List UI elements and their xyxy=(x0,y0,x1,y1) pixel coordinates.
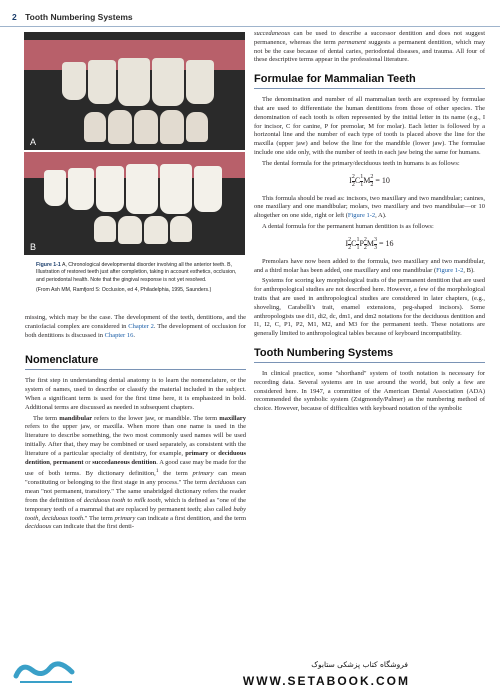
tooth xyxy=(62,62,86,100)
tooth xyxy=(134,110,158,144)
tooth xyxy=(144,216,168,244)
paragraph: In clinical practice, some "shorthand" system of tooth notation is necessary for recording data. Several systems are in use around the world, but only a few are considered here. In 1947, a committee of the American Dental Association (ADA) recommended the symbolic system (Zsigmondy/Palmer) as the numbering method of choice. However, because of difficulties with keyboard notation of the symbolic xyxy=(254,369,485,413)
figure-caption xyxy=(36,262,244,295)
paragraph: Systems for scoring key morphological traits of the permanent dentition that are used for anthropological studies are not described here. However, a few of the morphological traits that are used in anthropological studies are considered in later chapters, (e.g., shoveling, Carabelli's trait, enamel extensions, peg-shaped incisors). Some anthropologists use di1, di2, dc, dm1, and dm2 notations for the deciduous dentition and I1, I2, C, P1, P2, M1, M2, and M3 for the permanent teeth. These notations are generally limited to anthropological tables because of keyboard incompatibility. xyxy=(254,277,485,338)
paragraph: The dental formula for the primary/deciduous teeth in humans is as follows: xyxy=(262,159,460,167)
watermark-footer xyxy=(0,660,500,700)
paragraph: The first step in understanding dental anatomy is to learn the nomenclature, or the system of names, used to describe or classify the material included in the subject. When a significant term is used for the first time here, it is emphasized in bold. Additional terms are discussed as needed in subsequent chapters. xyxy=(25,377,246,411)
watermark-url: WWW.SETABOOK.COM xyxy=(242,674,410,688)
tooth xyxy=(194,166,222,212)
figure-label-b: B xyxy=(30,242,37,252)
tooth xyxy=(152,58,184,106)
section-heading-tooth-numbering: Tooth Numbering Systems xyxy=(254,347,485,363)
right-column xyxy=(254,30,485,416)
figure-label-a: A xyxy=(30,137,37,147)
tooth xyxy=(126,164,158,214)
watermark-shop-text: فروشگاه کتاب پزشکی ستابوک xyxy=(311,660,408,669)
tooth xyxy=(186,60,214,104)
tooth xyxy=(160,110,184,144)
tooth xyxy=(84,112,106,142)
caption-source: (From Ash MM, Ramfjord S: Occlusion, ed 4, Philadelphia, 1995, Saunders.) xyxy=(36,287,212,294)
formula-primary: I $\frac{2}{2}$ C $\frac{1}{1}$ M $\frac{2}{2}$ = 10 xyxy=(349,173,390,188)
paragraph: The term mandibular refers to the lower jaw, or mandible. The term maxillary refers to the upper jaw, or maxilla. When more than one name is used in the literature to describe something, the two most commonly used names will be used initially. After that, they may be combined or used separately, as consistent with the literature of a particular specialty of dentistry, for example, primary or deciduous dentition, permanent or succedaneous dentition. A good case may be made for the use of both terms. By dictionary definition,$^1$ the term primary can mean "constituting or belonging to the first stage in any process." The term deciduous can mean "not permanent, transitory." The same unabridged dictionary refers the reader from the definition of deciduous tooth to milk tooth, which is defined as "one of the temporary teeth of a mammal that are replaced by permanent teeth; also called baby tooth, deciduous tooth." The term primary can indicate a first dentition, and the term deciduous can indicate that the first denti- xyxy=(25,414,247,531)
chapter-link[interactable]: Chapter 16 xyxy=(104,331,134,339)
tooth xyxy=(96,166,124,212)
tooth xyxy=(94,216,116,242)
tooth xyxy=(44,170,66,206)
paragraph: missing, which may be the case. The development of the teeth, dentitions, and the craniofacial complex are considered in Chapter 2. The development of occlusion for both dentitions is discussed in Chapter 16. xyxy=(25,314,247,339)
tooth xyxy=(118,216,142,244)
figure-link[interactable]: Figure 1-2 xyxy=(436,266,464,274)
tooth xyxy=(108,110,132,144)
header-rule xyxy=(0,26,500,27)
paragraph: A dental formula for the permanent human dentition is as follows: xyxy=(262,222,434,230)
running-header xyxy=(12,12,133,22)
figure-photo-a xyxy=(24,32,245,150)
paragraph: The denomination and number of all mammalian teeth are expressed by formulae that are used to differentiate the human dentitions from those of other species. The denomination of each tooth is often represented by the initial letter in its name (e.g., I for incisor, C for canine, P for premolar, M for molar). Each letter is followed by a horizontal line and the number of each type of tooth is placed above the line for the maxilla (upper jaw) and below the line for the mandible (lower jaw). The formulae include one side only, with the number of teeth in each jaw being the same for humans. xyxy=(254,96,485,156)
left-column xyxy=(25,314,246,534)
paragraph: This formula should be read as: incisors, two maxillary and two mandibular; canines, one maxillary and one mandibular; molars, two maxillary and two mandibular—or 10 altogether on one side, right or left (Figure 1-2, A). xyxy=(254,194,485,220)
tooth xyxy=(118,58,150,106)
tooth xyxy=(68,168,94,210)
paragraph: Premolars have now been added to the formula, two maxillary and two mandibular, and a third molar has been added, one maxillary and one mandibular (Figure 1-2, B). xyxy=(254,257,485,274)
figure-photo-b xyxy=(24,150,245,255)
formula-permanent: I $\frac{2}{2}$ C $\frac{1}{1}$ P $\frac{2}{2}$ M $\frac{3}{3}$ = 16 xyxy=(345,236,394,251)
page-number: 2 xyxy=(12,12,17,22)
caption-label: Figure 1-1 xyxy=(36,262,61,268)
setabook-logo xyxy=(10,654,82,692)
section-heading-nomenclature: Nomenclature xyxy=(25,354,246,370)
tooth xyxy=(88,60,116,104)
tooth xyxy=(186,112,208,142)
caption-text: A, Chronological developmental disorder involving all the anterior teeth. B, Illustration of restored teeth just after completion, taking in account esthetics, occlusion, and periodontal health. Note that the gingival response is not yet resolved. xyxy=(36,262,237,283)
running-title: Tooth Numbering Systems xyxy=(25,12,133,22)
chapter-link[interactable]: Chapter 2 xyxy=(128,322,154,330)
figure-link[interactable]: Figure 1-2 xyxy=(347,212,376,220)
section-heading-formulae: Formulae for Mammalian Teeth xyxy=(254,73,485,89)
tooth xyxy=(160,164,192,214)
tooth xyxy=(170,216,192,242)
paragraph: succedaneous can be used to describe a successor dentition and does not suggest permanence, whereas the term permanent suggests a permanent dentition, which may not be the case because of dental caries, periodontal diseases, and trauma. All four of these descriptive terms appear in the professional literature. xyxy=(254,30,486,64)
